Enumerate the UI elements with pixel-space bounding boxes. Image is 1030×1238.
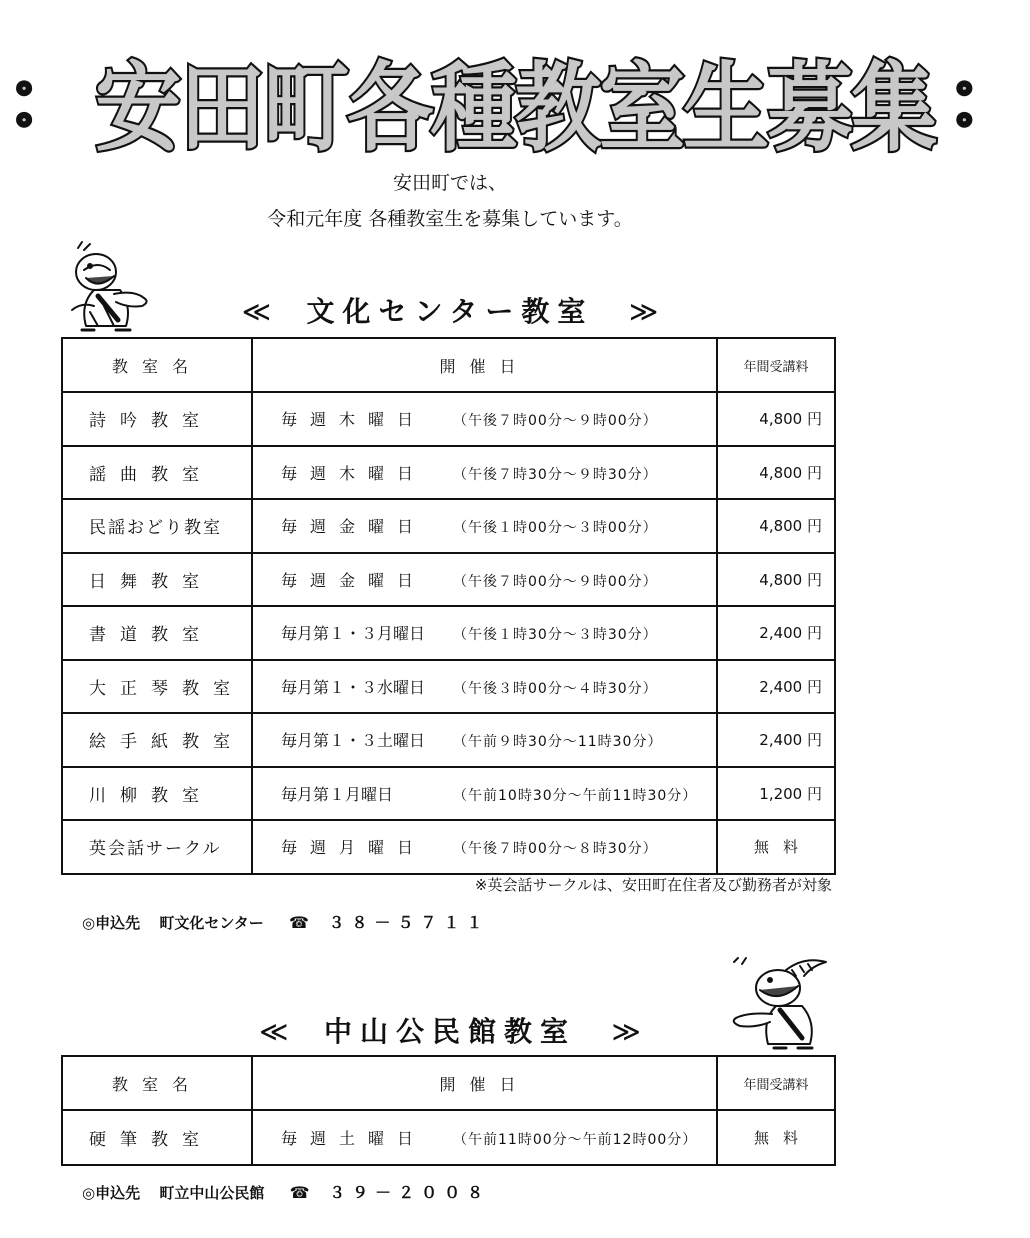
title-colon-left: ： (6, 56, 85, 146)
class-time: （午後７時00分～９時00分） (453, 573, 658, 590)
title-text: 安田町各種教室生募集 (95, 52, 936, 165)
apply-phone: ☎ ３９－２００８ (289, 1183, 491, 1202)
class-fee: 無料 (717, 820, 835, 874)
eligibility-note: ※英会話サークルは、安田町在住者及び勤務者が対象 (474, 876, 832, 894)
class-schedule (252, 713, 717, 767)
table-row (62, 767, 835, 821)
class-time: （午後７時00分～９時00分） (453, 413, 658, 430)
class-day: 毎月第１月曜日 (281, 784, 394, 804)
class-schedule (252, 767, 717, 821)
class-time: （午前９時30分～11時30分） (453, 734, 663, 751)
table-row (62, 392, 835, 446)
class-fee: 4,800 円 (717, 392, 835, 446)
apply-label: ◎申込先 (82, 1184, 141, 1202)
table-row (62, 446, 835, 500)
class-time: （午後７時00分～８時30分） (453, 841, 658, 858)
class-schedule (252, 553, 717, 607)
schedule-table-bunka (61, 337, 836, 875)
class-name: 英会話サークル (62, 820, 252, 874)
section-title-text: 中山公民館教室 (323, 1015, 576, 1048)
apply-place: 町文化センター (159, 914, 264, 932)
class-day: 毎月第１・３水曜日 (281, 677, 426, 697)
column-header-fee: 年間受講料 (717, 338, 835, 392)
class-fee: 4,800 円 (717, 499, 835, 553)
class-name: 絵手紙教室 (62, 713, 252, 767)
class-name: 民謡おどり教室 (62, 499, 252, 553)
class-time: （午後３時00分～４時30分） (453, 680, 658, 697)
column-header-date: 開催日 (252, 1056, 717, 1110)
table-row (62, 499, 835, 553)
class-day: 毎週土曜日 (281, 1129, 427, 1148)
table-row (62, 820, 835, 874)
table-row (62, 713, 835, 767)
bracket-right: ≫ (628, 295, 659, 328)
class-day: 毎月第１・３月曜日 (281, 624, 426, 644)
class-day: 毎週金曜日 (281, 570, 427, 590)
intro-line-1: 安田町では、 (392, 172, 507, 194)
class-time: （午後７時30分～９時30分） (453, 466, 658, 483)
apply-phone: ☎ ３８－５７１１ (288, 913, 490, 932)
class-schedule (252, 392, 717, 446)
column-header-name: 教室名 (62, 338, 252, 392)
class-name: 日舞教室 (62, 553, 252, 607)
class-name: 硬筆教室 (62, 1110, 252, 1165)
class-time: （午前10時30分～午前11時30分） (453, 787, 698, 804)
class-day: 毎週木曜日 (281, 410, 427, 430)
class-time: （午後１時00分～３時00分） (453, 520, 658, 537)
section-title-text: 文化センター教室 (306, 295, 594, 328)
table-header (62, 338, 835, 392)
class-schedule (252, 499, 717, 553)
class-schedule (252, 660, 717, 714)
class-fee: 2,400 円 (717, 606, 835, 660)
table-header (62, 1056, 835, 1110)
class-day: 毎週金曜日 (281, 517, 427, 537)
bracket-right: ≫ (611, 1015, 641, 1048)
class-schedule (252, 1110, 717, 1165)
class-fee: 2,400 円 (717, 713, 835, 767)
class-day: 毎週木曜日 (281, 463, 427, 483)
class-name: 川柳教室 (62, 767, 252, 821)
bracket-left: ≪ (259, 1015, 289, 1048)
table-row (62, 1110, 835, 1165)
class-name: 大正琴教室 (62, 660, 252, 714)
class-name: 謡曲教室 (62, 446, 252, 500)
class-fee: 無料 (717, 1110, 835, 1165)
page-title (0, 38, 1025, 178)
apply-label: ◎申込先 (82, 914, 141, 932)
class-name: 書道教室 (62, 606, 252, 660)
class-day: 毎週月曜日 (281, 838, 427, 858)
class-time: （午前11時00分～午前12時00分） (453, 1132, 698, 1148)
column-header-date: 開催日 (252, 338, 717, 392)
class-fee: 1,200 円 (717, 767, 835, 821)
intro-line-2: 令和元年度 各種教室生を募集しています。 (267, 208, 633, 230)
class-time: （午後１時30分～３時30分） (453, 627, 658, 644)
apply-place: 町立中山公民館 (159, 1184, 265, 1202)
class-schedule (252, 446, 717, 500)
class-fee: 4,800 円 (717, 553, 835, 607)
section-title-nakayama (0, 1010, 900, 1050)
class-name: 詩吟教室 (62, 392, 252, 446)
application-contact-nakayama (82, 1180, 490, 1203)
class-schedule (252, 820, 717, 874)
column-header-name: 教室名 (62, 1056, 252, 1110)
title-colon-right: ： (946, 56, 1025, 146)
schedule-table-nakayama (61, 1055, 836, 1166)
section-title-bunka (0, 290, 900, 330)
class-schedule (252, 606, 717, 660)
class-fee: 4,800 円 (717, 446, 835, 500)
bracket-left: ≪ (241, 295, 272, 328)
application-contact-bunka (82, 910, 489, 933)
table-row (62, 553, 835, 607)
table-row (62, 660, 835, 714)
table-row (62, 606, 835, 660)
class-fee: 2,400 円 (717, 660, 835, 714)
column-header-fee: 年間受講料 (717, 1056, 835, 1110)
class-day: 毎月第１・３土曜日 (281, 731, 426, 751)
